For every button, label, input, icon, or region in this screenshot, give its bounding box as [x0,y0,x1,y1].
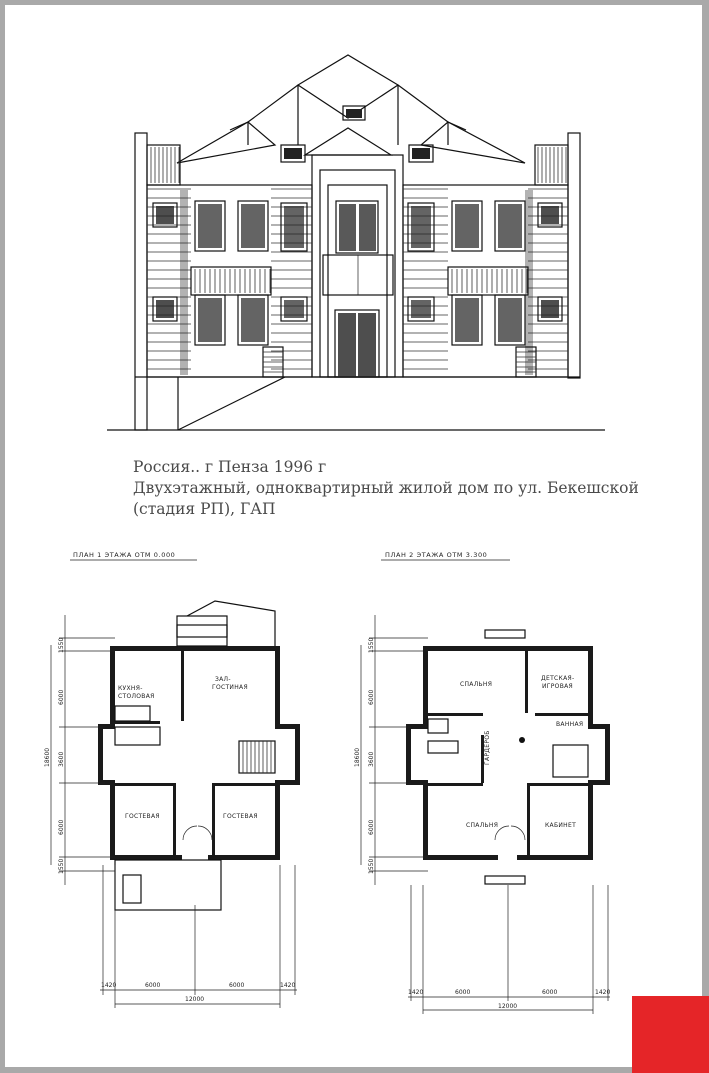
room-label-guest-right: ГОСТЕВАЯ [223,813,258,820]
p1-dim-bottom-1: 1420 [101,982,117,989]
room-label-bedroom-top: СПАЛЬНЯ [460,681,493,688]
p2-dim-left-total: 18600 [354,747,361,767]
p2-dim-bottom-2: 6000 [455,989,471,996]
caption-location-year: Россия.. г Пенза 1996 г [133,458,327,476]
room-label-bedroom-bottom: СПАЛЬНЯ [466,822,499,829]
p1-dim-left-1: 1550 [58,637,65,653]
p2-dim-left-2: 6000 [368,689,375,705]
floor-plan-2 [5,5,702,1067]
p2-dim-bottom-3: 6000 [542,989,558,996]
room-label-hall: ЗАЛ- [215,676,231,683]
p1-dim-bottom-2: 6000 [145,982,161,989]
accent-square [632,996,709,1073]
p1-dim-bottom-3: 6000 [229,982,245,989]
p1-dim-left-4: 6000 [58,819,65,835]
room-label-study: КАБИНЕТ [545,822,577,829]
p1-dim-left-2: 6000 [58,689,65,705]
room-label-kids-2: ИГРОВАЯ [542,683,573,690]
plan1-title: ПЛАН 1 ЭТАЖА ОТМ 0.000 [73,551,176,559]
p2-dim-left-1: 1550 [368,637,375,653]
room-label-kids: ДЕТСКАЯ- [541,675,575,682]
p2-dim-bottom-1: 1420 [408,989,424,996]
room-label-hall-2: ГОСТИНАЯ [212,684,248,691]
p2-dim-left-3: 3600 [368,751,375,767]
p1-dim-total: 12000 [185,996,205,1003]
p2-dim-left-5: 1550 [368,858,375,874]
drawing-sheet [5,5,702,1067]
project-caption [133,457,639,520]
p1-dim-left-total: 18600 [44,747,51,767]
room-label-bath: ВАННАЯ [556,721,584,728]
p1-dim-left-3: 3600 [58,751,65,767]
caption-description: Двухэтажный, одноквартирный жилой дом по ул. Бекешской [133,479,639,497]
room-label-kitchen-2: СТОЛОВАЯ [118,693,155,700]
p2-dim-left-4: 6000 [368,819,375,835]
room-label-wardrobe: ГАРДЕРОБ [484,730,491,765]
plan2-title: ПЛАН 2 ЭТАЖА ОТМ 3.300 [385,551,488,559]
room-label-guest-left: ГОСТЕВАЯ [125,813,160,820]
p2-dim-total: 12000 [498,1003,518,1010]
room-label-kitchen: КУХНЯ- [118,685,143,692]
caption-stage: (стадия РП), ГАП [133,500,276,518]
p1-dim-left-5: 1550 [58,858,65,874]
p2-dim-bottom-4: 1420 [595,989,611,996]
p1-dim-bottom-4: 1420 [280,982,296,989]
